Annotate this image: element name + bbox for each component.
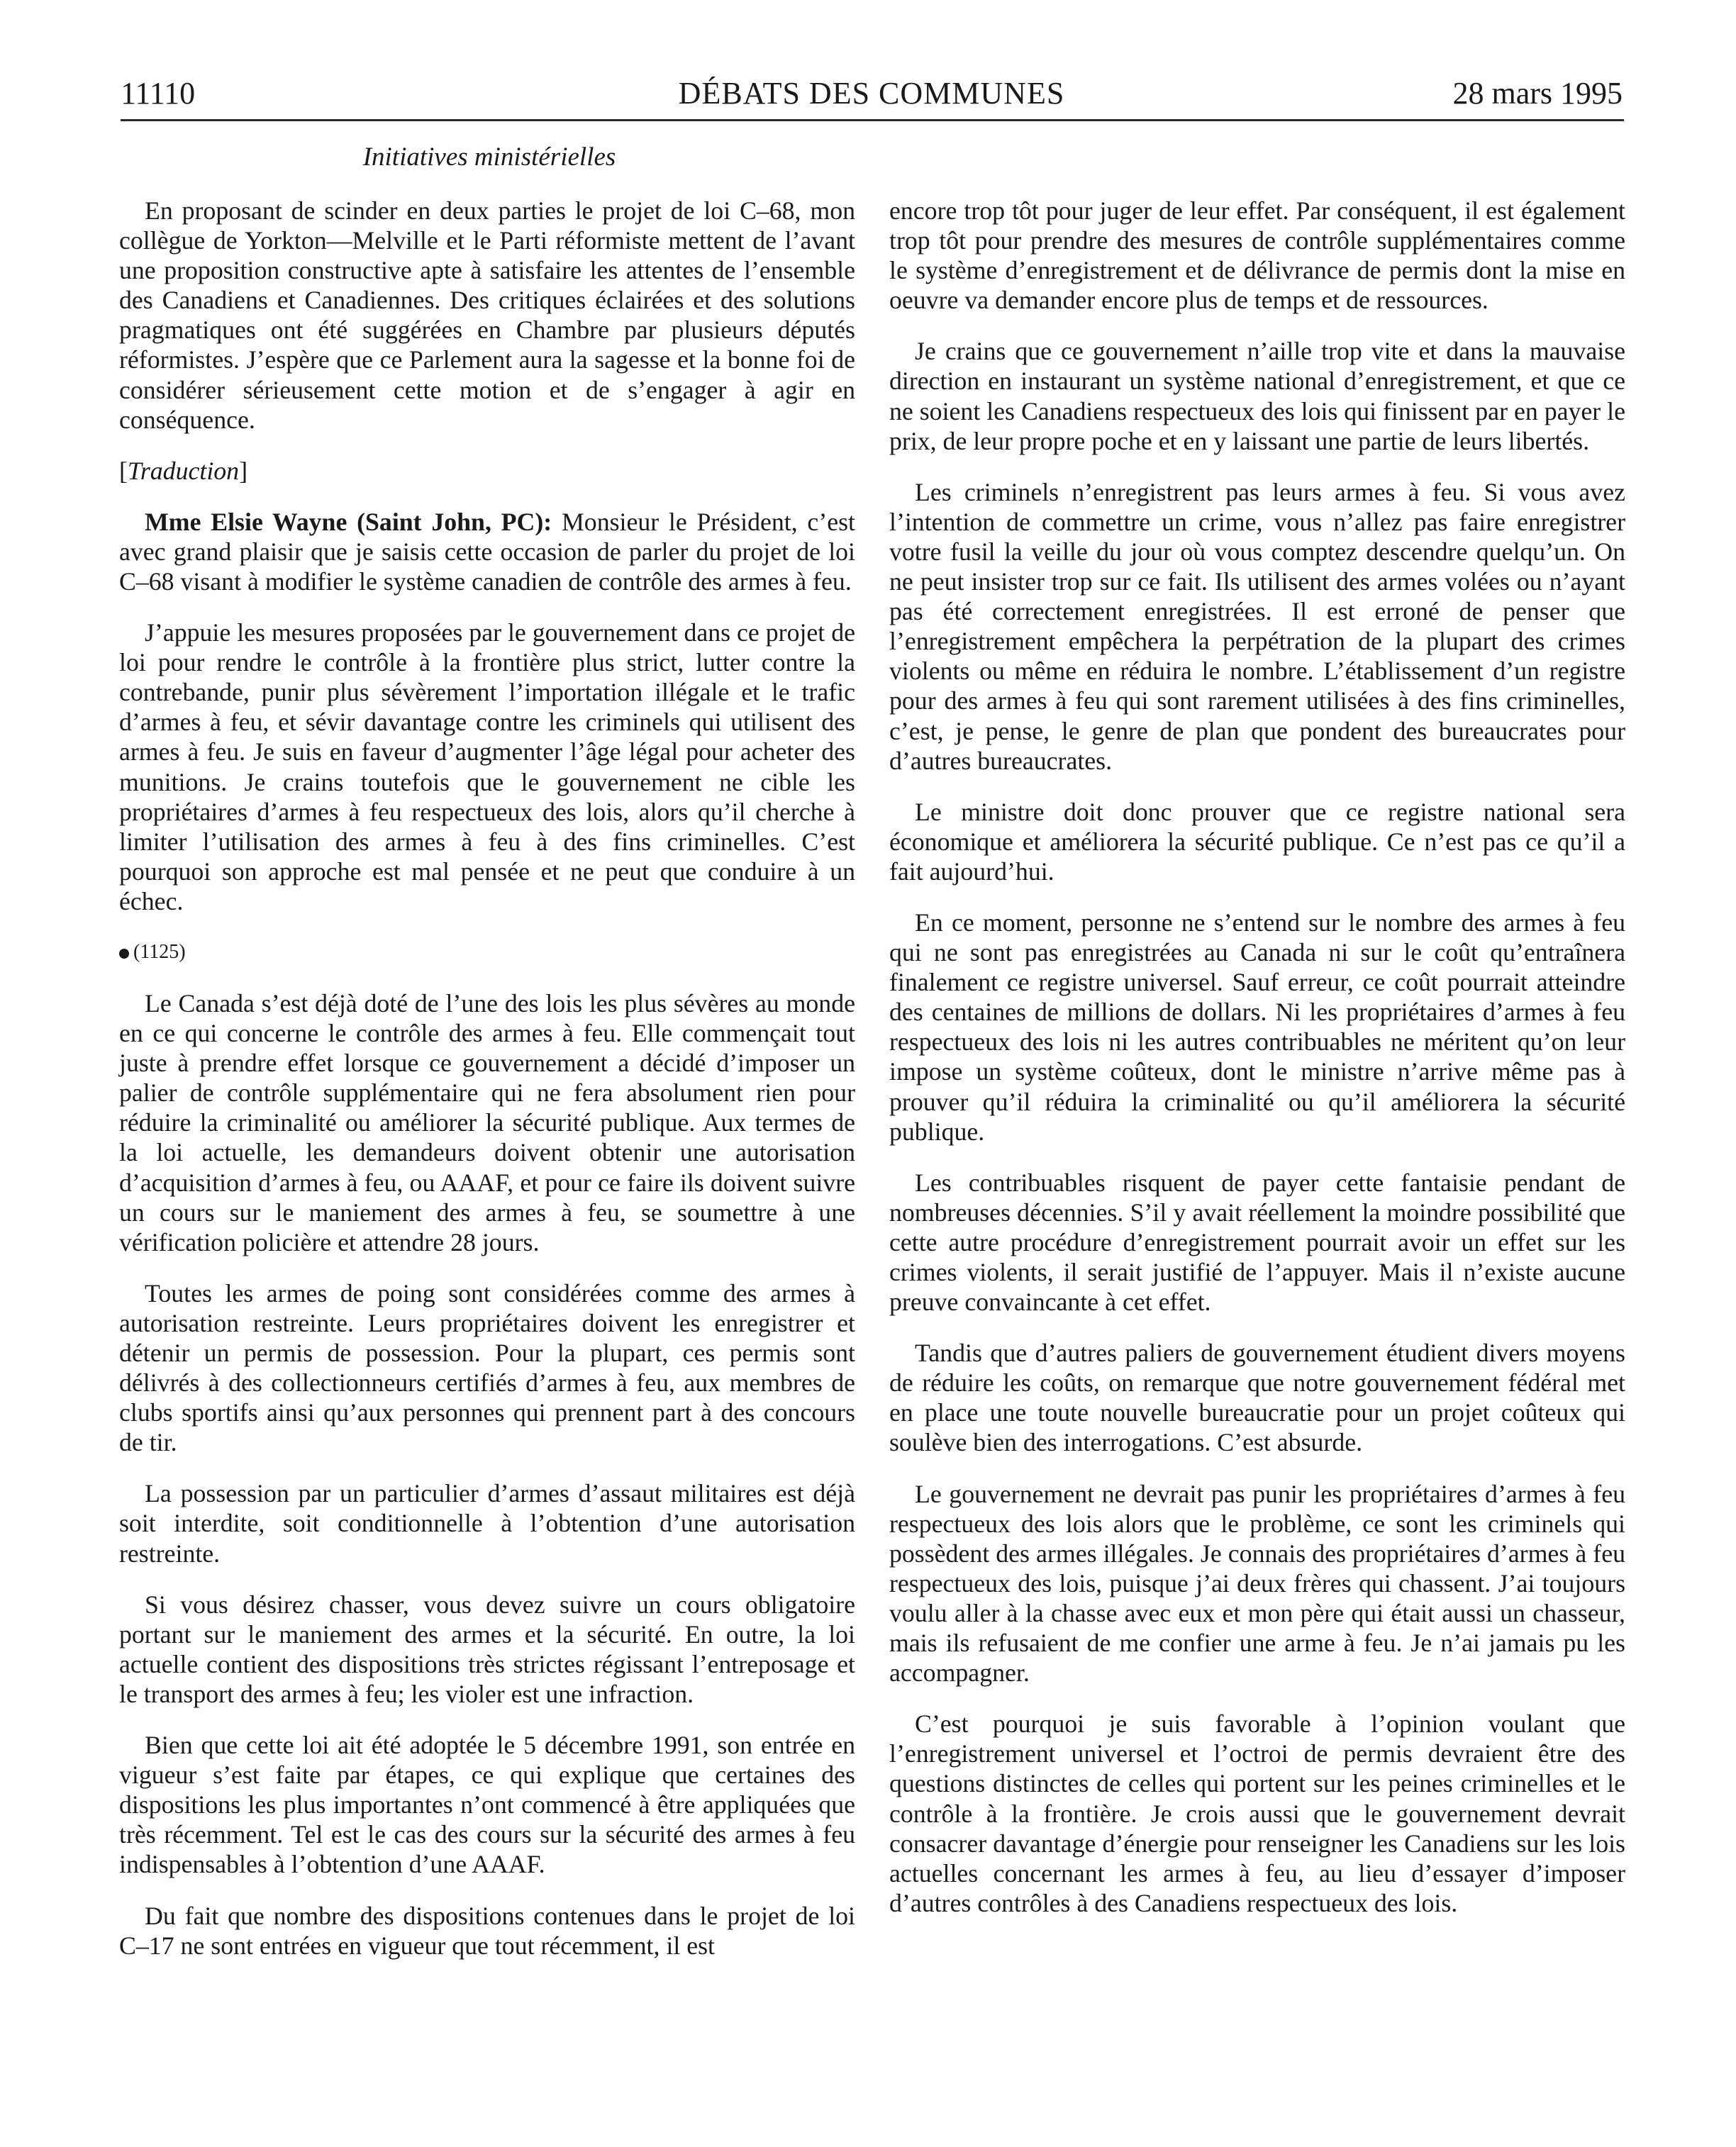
paragraph: La possession par un particulier d’armes d’assaut militaires est déjà soit interdite, soit conditionnelle à l’obtention d’une autorisation restreinte. bbox=[119, 1479, 855, 1568]
paragraph: Toutes les armes de poing sont considérées comme des armes à autorisation restreinte. Leurs propriétaires doivent les enregistrer et détenir un permis de possession. Pour la plupart, ces permis sont délivrés à des collectionneurs certifiés d’armes à feu, aux membres de clubs sportifs ainsi qu’aux personnes qui prennent part à des concours de tir. bbox=[119, 1278, 855, 1457]
page-number: 11110 bbox=[121, 76, 196, 111]
paragraph: Le ministre doit donc prouver que ce registre national sera économique et améliorera la sécurité publique. Ce n’est pas ce qu’il a fait aujourd’hui. bbox=[889, 797, 1625, 886]
translation-note: [Traduction] bbox=[119, 456, 247, 485]
speaker-name: Mme Elsie Wayne (Saint John, PC): bbox=[145, 507, 552, 536]
left-column bbox=[119, 196, 855, 1982]
publication-title: DÉBATS DES COMMUNES bbox=[678, 76, 1065, 111]
speech-intro bbox=[119, 507, 855, 596]
paragraph: Je crains que ce gouvernement n’aille trop vite et dans la mauvaise direction en instaurant un système national d’enregistrement, et que ce ne soient les Canadiens respectueux des lois qui finissent par en payer le prix, de leur propre poche et en y laissant une partie de leurs libertés. bbox=[889, 337, 1625, 455]
time-marker bbox=[119, 937, 855, 967]
paragraph-continued: encore trop tôt pour juger de leur effet. Par conséquent, il est également trop tôt pour prendre des mesures de contrôle supplémentaires comme le système d’enregistrement et de délivrance de permis dont la mise en oeuvre va demander encore plus de temps et de ressources. bbox=[889, 196, 1625, 315]
translation-label: Traduction bbox=[127, 456, 240, 485]
paragraph: Du fait que nombre des dispositions contenues dans le projet de loi C–17 ne sont entrées en vigueur que tout récemment, il est bbox=[119, 1901, 855, 1960]
paragraph: Les criminels n’enregistrent pas leurs armes à feu. Si vous avez l’intention de commettre un crime, vous n’allez pas faire enregistrer votre fusil la veille du jour où vous comptez descendre quelqu’un. On ne peut insister trop sur ce fait. Ils utilisent des armes volées ou n’ayant pas été correctement enregistrées. Il est erroné de penser que l’enregistrement empêchera la perpétration de la plupart des crimes violents ou même en réduira le nombre. L’établissement d’un registre pour des armes à feu qui sont rarement utilisées à des fins criminelles, c’est, je pense, le genre de plan que pondent des bureaucrates pour d’autres bureaucrates. bbox=[889, 477, 1625, 775]
paragraph: Tandis que d’autres paliers de gouvernement étudient divers moyens de réduire les coûts, on remarque que notre gouvernement fédéral met en place une toute nouvelle bureaucratie pour un projet coûteux qui soulève bien des interrogations. C’est absurde. bbox=[889, 1339, 1625, 1457]
page-header bbox=[121, 68, 1623, 119]
section-title: Initiatives ministérielles bbox=[362, 143, 616, 172]
right-column bbox=[889, 196, 1625, 1939]
paragraph: Si vous désirez chasser, vous devez suivre un cours obligatoire portant sur le maniement des armes et la sécurité. En outre, la loi actuelle contient des dispositions très strictes régissant l’entreposage et le transport des armes à feu; les violer est une infraction. bbox=[119, 1590, 855, 1708]
paragraph: En ce moment, personne ne s’entend sur le nombre des armes à feu qui ne sont pas enregistrées au Canada ni sur le coût qu’entraînera finalement ce registre universel. Sauf erreur, ce coût pourrait atteindre des centaines de millions de dollars. Ni les propriétaires d’armes à feu respectueux des lois ni les autres contribuables ne méritent qu’on leur impose un système coûteux, dont le ministre n’arrive même pas à prouver qu’il réduira la criminalité ou qu’il améliorera la sécurité publique. bbox=[889, 908, 1625, 1146]
time-marker-text: (1125) bbox=[133, 940, 186, 963]
bullet-icon bbox=[119, 949, 129, 959]
paragraph: C’est pourquoi je suis favorable à l’opinion voulant que l’enregistrement universel et l’octroi de permis devraient être des questions distinctes de celles qui portent sur les peines criminelles et le contrôle à la frontière. Je crois aussi que le gouvernement devrait consacrer davantage d’énergie pour renseigner les Canadiens sur les lois actuelles concernant les armes à feu, au lieu d’essayer d’imposer d’autres contrôles à des Canadiens respectueux des lois. bbox=[889, 1710, 1625, 1917]
speech-text: Monsieur le Président, c’est avec grand plaisir que je saisis cette occasion de parler du projet de loi C–68 visant à modifier le système canadien de contrôle des armes à feu. bbox=[119, 507, 855, 596]
paragraph: J’appuie les mesures proposées par le gouvernement dans ce projet de loi pour rendre le contrôle à la frontière plus strict, lutter contre la contrebande, punir plus sévèrement l’importation illégale et le trafic d’armes à feu, et sévir davantage contre les criminels qui utilisent des armes à feu. Je suis en faveur d’augmenter l’âge légal pour acheter des munitions. Je crains toutefois que le gouvernement ne cible les propriétaires d’armes à feu respectueux des lois, alors qu’il cherche à limiter l’utilisation des armes à feu à des fins criminelles. C’est pourquoi son approche est mal pensée et ne peut que conduire à un échec. bbox=[119, 618, 855, 915]
paragraph: Le gouvernement ne devrait pas punir les propriétaires d’armes à feu respectueux des lois alors que le problème, ce sont les criminels qui possèdent des armes illégales. Je connais des propriétaires d’armes à feu respectueux des lois, puisque j’ai deux frères qui chassent. J’ai toujours voulu aller à la chasse avec eux et mon père qui était aussi un chasseur, mais ils refusaient de me confier une arme à feu. Je n’ai jamais pu les accompagner. bbox=[889, 1479, 1625, 1688]
paragraph: Bien que cette loi ait été adoptée le 5 décembre 1991, son entrée en vigueur s’est faite par étapes, ce qui explique que certaines des dispositions les plus importantes n’ont commencé à être appliquées que très récemment. Tel est le cas des cours sur la sécurité des armes à feu indispensables à l’obtention d’une AAAF. bbox=[119, 1731, 855, 1879]
paragraph: En proposant de scinder en deux parties le projet de loi C–68, mon collègue de Yorkton—Melville et le Parti réformiste mettent de l’avant une proposition constructive apte à satisfaire les attentes de l’ensemble des Canadiens et Canadiennes. Des critiques éclairées et des solutions pragmatiques ont été suggérées en Chambre par plusieurs députés réformistes. J’espère que ce Parlement aura la sagesse et la bonne foi de considérer sérieusement cette motion et de s’engager à agir en conséquence. bbox=[119, 196, 855, 434]
paragraph: Le Canada s’est déjà doté de l’une des lois les plus sévères au monde en ce qui concerne le contrôle des armes à feu. Elle commençait tout juste à prendre effet lorsque ce gouvernement a décidé d’imposer un palier de contrôle supplémentaire qui ne fera absolument rien pour réduire la criminalité ou améliorer la sécurité publique. Aux termes de la loi actuelle, les demandeurs doivent obtenir une autorisation d’acquisition d’armes à feu, ou AAAF, et pour ce faire ils doivent suivre un cours sur le maniement des armes à feu, se soumettre à une vérification policière et attendre 28 jours. bbox=[119, 988, 855, 1256]
header-rule bbox=[121, 119, 1624, 121]
paragraph: Les contribuables risquent de payer cette fantaisie pendant de nombreuses décennies. S’il y avait réellement la moindre possibilité que cette autre procédure d’enregistrement pourrait avoir un effet sur les crimes violents, il serait justifié de l’appuyer. Mais il n’existe aucune preuve convaincante à cet effet. bbox=[889, 1168, 1625, 1317]
publication-date: 28 mars 1995 bbox=[1452, 76, 1623, 111]
